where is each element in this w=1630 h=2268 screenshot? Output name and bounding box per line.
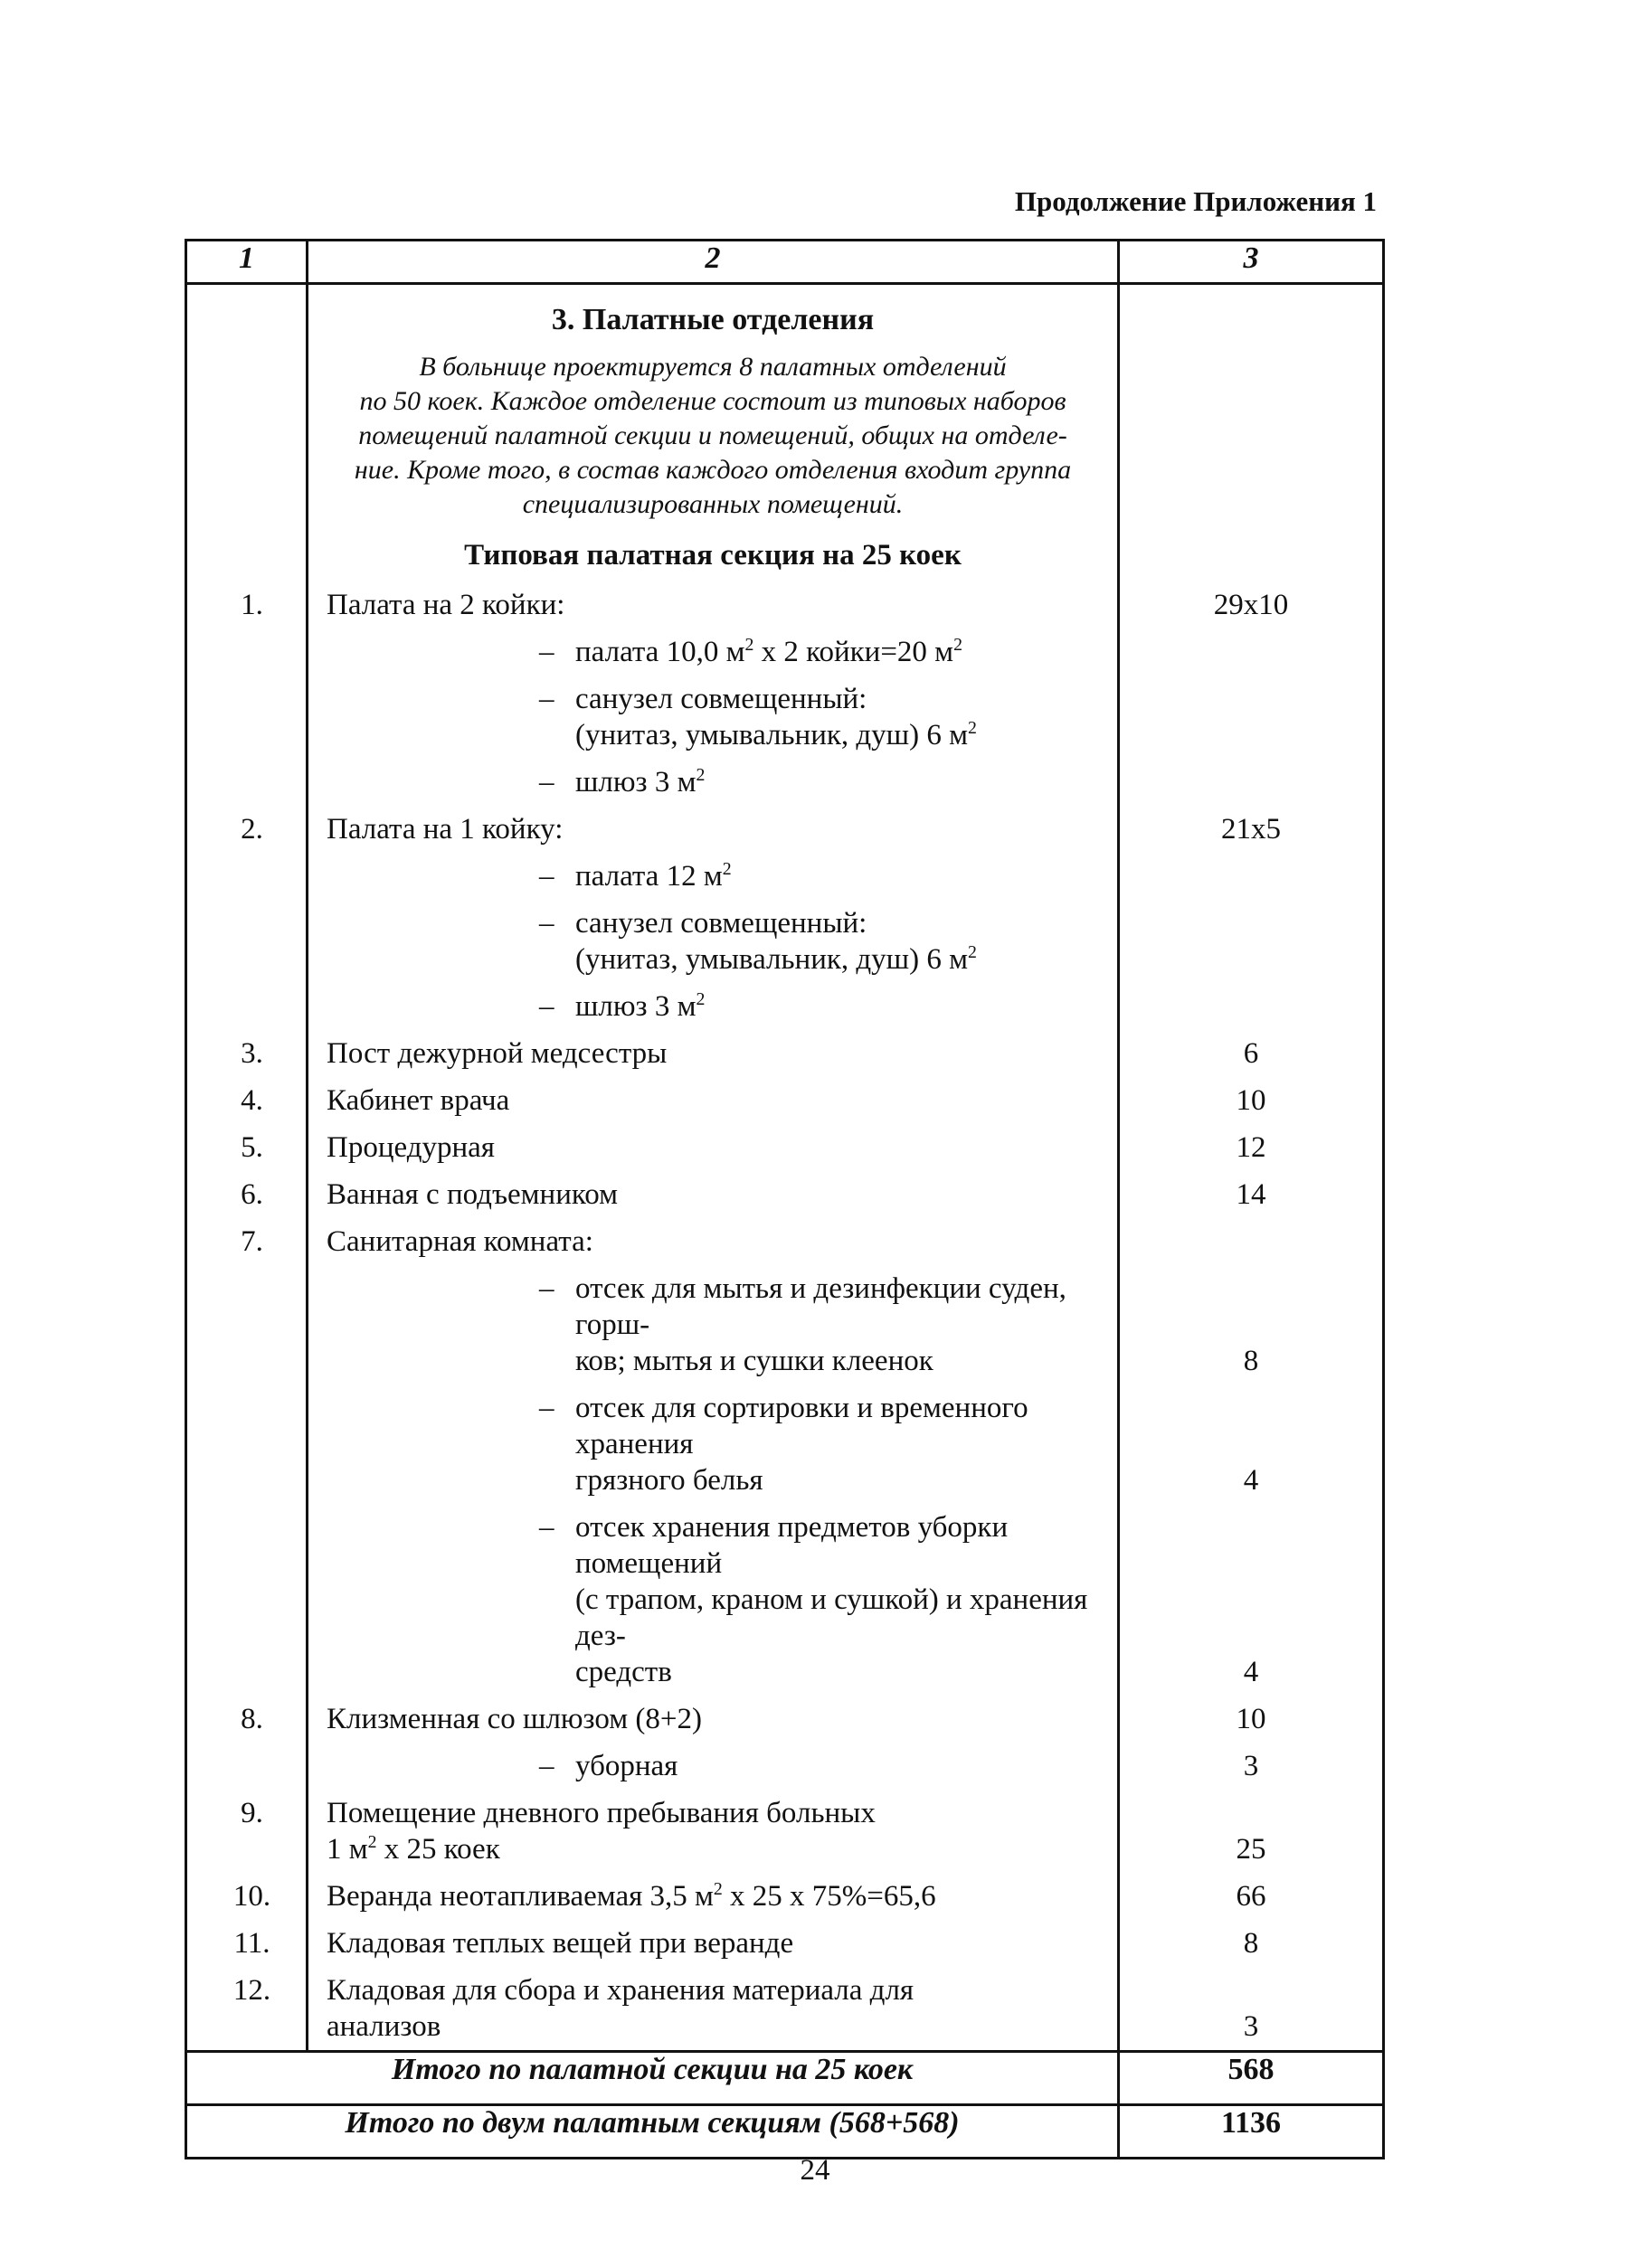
sub-item — [308, 900, 1117, 983]
table-row — [186, 1920, 1384, 1967]
table-header-row — [186, 241, 1384, 284]
sub-item — [308, 759, 1117, 806]
row-text: Веранда неотапливаемая 3,5 $м^2$ х 25 х 75%=65,6 — [327, 1879, 936, 1913]
sub-item — [308, 983, 1117, 1030]
sub-text: (унитаз, умывальник, душ) 6 м — [575, 719, 968, 751]
column-header-3: 3 — [1119, 241, 1384, 284]
sub-item — [308, 853, 1117, 900]
section-title: 3. Палатные отделения — [551, 303, 875, 336]
table-subrow — [186, 1265, 1384, 1384]
row-text: Процедурная — [327, 1131, 495, 1164]
row-text: Кладовая теплых вещей при веранде — [327, 1927, 794, 1960]
superscript: 2 — [967, 942, 977, 962]
row-text: Кабинет врача — [327, 1084, 510, 1117]
row-number: 5. — [241, 1131, 263, 1164]
sub-text: отсек хранения предметов уборки помещений — [575, 1511, 1009, 1580]
sub-text: отсек для сортировки и временного хранения — [575, 1392, 1028, 1460]
intro-line: помещений палатной секции и помещений, общих на отделе- — [358, 421, 1067, 450]
page-number: 24 — [800, 2154, 830, 2187]
sub-text: санузел совмещенный: — [575, 907, 867, 940]
table-row — [186, 1218, 1384, 1265]
row-value: 8 — [1243, 1927, 1259, 1960]
row-number: 1. — [241, 589, 263, 621]
intro-line: по 50 коек. Каждое отделение состоит из типовых наборов — [359, 386, 1066, 416]
total-row — [186, 2105, 1384, 2159]
row-value: 66 — [1236, 1880, 1266, 1913]
table-subrow — [186, 1743, 1384, 1790]
row-value: 25 — [1236, 1833, 1266, 1866]
row-number: 4. — [241, 1084, 263, 1117]
row-number: 6. — [241, 1178, 263, 1211]
row-text: Кладовая для сбора и хранения материала для анализов — [327, 1974, 915, 2043]
column-header-1: 1 — [186, 241, 308, 284]
row-text: Палата на 1 койку: — [327, 813, 564, 846]
row-text: Ванная с подъемником — [327, 1178, 618, 1211]
dash-marker: – — [539, 683, 554, 715]
dash-marker: – — [539, 636, 554, 668]
row-number: 12. — [232, 1974, 271, 2007]
row-value: 29x10 — [1213, 589, 1289, 621]
sub-text: санузел совмещенный: — [575, 683, 867, 715]
row-text: Санитарная комната: — [327, 1225, 593, 1258]
subsection-title: Типовая палатная секция на 25 коек — [464, 539, 962, 572]
table-subrow — [186, 1384, 1384, 1504]
row-number: 3. — [241, 1037, 263, 1070]
sub-text: отсек для мытья и дезинфекции суден, горш- — [575, 1272, 1066, 1341]
row-value: 4 — [1243, 1656, 1259, 1688]
table-row — [186, 1967, 1384, 2052]
row-value: 8 — [1243, 1345, 1259, 1377]
total-row — [186, 2052, 1384, 2105]
dash-marker: – — [539, 860, 554, 893]
table-row — [186, 806, 1384, 1030]
dash-marker: – — [539, 766, 554, 799]
superscript: 2 — [696, 989, 706, 1009]
total-value: 1136 — [1119, 2105, 1384, 2159]
sub-text: шлюз 3 м — [575, 766, 697, 799]
sub-item — [308, 676, 1117, 759]
superscript: 2 — [967, 718, 977, 738]
table-row — [186, 1171, 1384, 1218]
row-value: 10 — [1236, 1084, 1266, 1117]
row-text: Помещение дневного пребывания больных 1 $м^2$ х 25 коек — [327, 1797, 876, 1866]
table-row — [186, 1696, 1384, 1743]
sub-text: ков; мытья и сушки клеенок — [575, 1345, 933, 1377]
sub-text: шлюз 3 м — [575, 990, 697, 1023]
total-value: 568 — [1119, 2052, 1384, 2105]
superscript: 2 — [722, 859, 732, 879]
row-number: 7. — [241, 1225, 263, 1258]
sub-text: уборная — [575, 1750, 678, 1782]
row-value: 3 — [1243, 1750, 1259, 1782]
sub-item — [308, 628, 1117, 676]
column-header-2: 2 — [308, 241, 1119, 284]
dash-marker: – — [539, 1511, 554, 1544]
section-heading-row — [186, 284, 1384, 582]
dash-marker: – — [539, 990, 554, 1023]
table-row — [186, 1124, 1384, 1171]
sub-text: палата 10,0 м — [575, 636, 745, 668]
table-row — [186, 1790, 1384, 1873]
row-value: 3 — [1243, 2010, 1259, 2043]
table-row — [186, 1873, 1384, 1920]
sub-item — [308, 1265, 1117, 1384]
total-label: Итого по двум палатным секциям (568+568) — [186, 2105, 1119, 2159]
sub-item — [308, 1384, 1117, 1504]
sub-text: (с трапом, краном и сушкой) и хранения дез- — [575, 1583, 1088, 1652]
row-text: Пост дежурной медсестры — [327, 1037, 668, 1070]
dash-marker: – — [539, 907, 554, 940]
table-row — [186, 1077, 1384, 1124]
row-value: 14 — [1236, 1178, 1266, 1211]
table-subrow — [186, 1504, 1384, 1696]
sub-item — [308, 1504, 1117, 1696]
row-value: 10 — [1236, 1703, 1266, 1735]
sub-text: грязного белья — [575, 1464, 763, 1497]
dash-marker: – — [539, 1392, 554, 1424]
row-value: 21x5 — [1221, 813, 1281, 846]
sub-text: х 2 койки=20 м — [753, 636, 954, 668]
dash-marker: – — [539, 1272, 554, 1305]
intro-line: специализированных помещений. — [522, 489, 904, 519]
superscript: 2 — [367, 1832, 377, 1852]
sub-text: средств — [575, 1656, 672, 1688]
table-row — [186, 1030, 1384, 1077]
total-label: Итого по палатной секции на 25 коек — [186, 2052, 1119, 2105]
superscript: 2 — [744, 635, 754, 655]
sub-text: палата 12 м — [575, 860, 723, 893]
continuation-title: Продолжение Приложения 1 — [1014, 185, 1377, 217]
section-intro — [308, 343, 1117, 533]
row-number: 11. — [233, 1927, 270, 1960]
row-value: 6 — [1243, 1037, 1259, 1070]
row-value: 4 — [1243, 1464, 1259, 1497]
row-number: 10. — [232, 1880, 271, 1913]
dash-marker: – — [539, 1750, 554, 1782]
row-text: Палата на 2 койки: — [327, 589, 565, 621]
superscript: 2 — [713, 1879, 723, 1899]
intro-line: ние. Кроме того, в состав каждого отделения входит группа — [354, 455, 1072, 485]
row-text: Клизменная со шлюзом (8+2) — [327, 1703, 702, 1735]
row-number: 8. — [241, 1703, 263, 1735]
row-number: 9. — [241, 1797, 263, 1829]
row-value: 12 — [1236, 1131, 1266, 1164]
table-row — [186, 581, 1384, 806]
sub-text: (унитаз, умывальник, душ) 6 м — [575, 943, 968, 976]
sub-item — [308, 1743, 1117, 1790]
superscript: 2 — [953, 635, 962, 655]
row-number: 2. — [241, 813, 263, 846]
superscript: 2 — [696, 765, 706, 785]
rooms-table — [185, 239, 1385, 2159]
intro-line: В больнице проектируется 8 палатных отделений — [419, 352, 1007, 382]
